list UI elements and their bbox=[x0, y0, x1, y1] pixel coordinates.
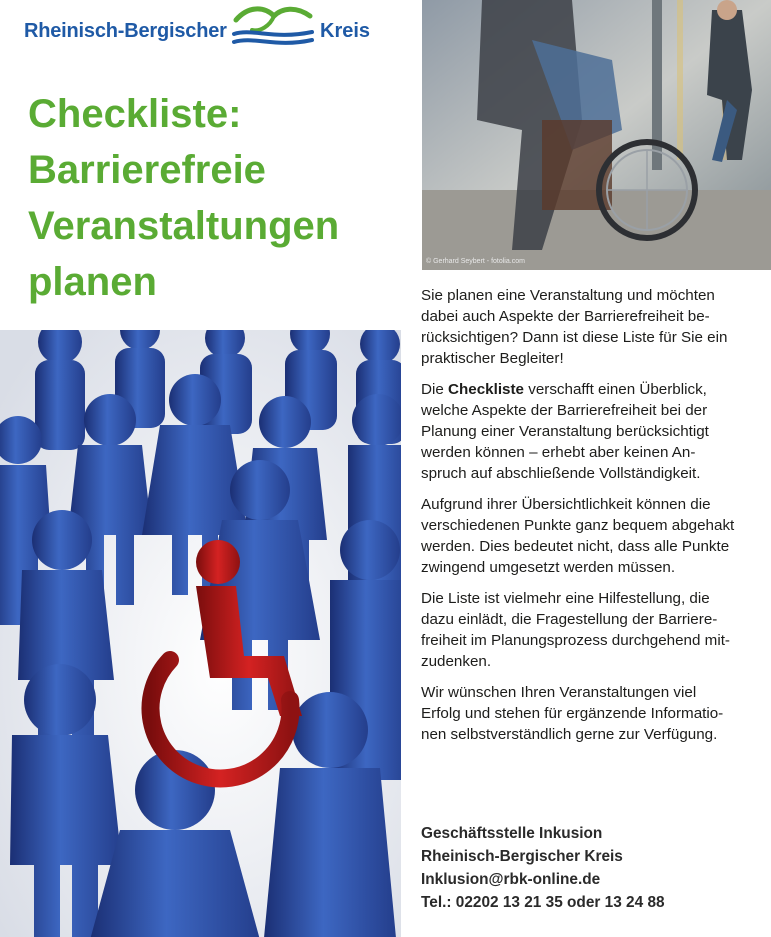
contact-block bbox=[421, 822, 665, 914]
photo-credit: © Gerhard Seybert - fotolia.com bbox=[426, 258, 525, 265]
checklist-emphasis: Checkliste bbox=[448, 381, 524, 398]
text-line: Erfolg und stehen für ergänzende Informatio- bbox=[421, 705, 724, 722]
paragraph-help bbox=[421, 588, 766, 672]
text-line: verschiedenen Punkte ganz bequem abgehakt bbox=[421, 517, 735, 534]
contact-office: Geschäftsstelle Inkusion bbox=[421, 825, 603, 842]
contact-phone: Tel.: 02202 13 21 35 oder 13 24 88 bbox=[421, 894, 665, 911]
paragraph-intro bbox=[421, 285, 766, 369]
text-line: werden können – erhebt aber keinen An- bbox=[421, 444, 696, 461]
logo-name-right: Kreis bbox=[320, 20, 371, 42]
paragraph-closing bbox=[421, 682, 766, 745]
text-line: zwingend umgesetzt werden müssen. bbox=[421, 559, 676, 576]
text-line: Aufgrund ihrer Übersichtlichkeit können die bbox=[421, 496, 711, 513]
contact-district: Rheinisch-Bergischer Kreis bbox=[421, 848, 623, 865]
paragraph-checklist bbox=[421, 379, 766, 484]
title-line: Barrierefreie bbox=[28, 148, 266, 192]
text-fragment: verschafft einen Überblick, bbox=[524, 381, 707, 398]
text-line: rücksichtigen? Dann ist diese Liste für Sie ein bbox=[421, 329, 728, 346]
text-line: welche Aspekte der Barrierefreiheit bei der bbox=[421, 402, 708, 419]
logo-name-left: Rheinisch-Bergischer bbox=[24, 20, 227, 42]
text-line: dazu einlädt, die Fragestellung der Barriere- bbox=[421, 611, 718, 628]
title-line: planen bbox=[28, 260, 157, 304]
figures-wheelchair-illustration bbox=[0, 330, 401, 937]
district-logo bbox=[24, 4, 384, 52]
text-line: praktischer Begleiter! bbox=[421, 350, 564, 367]
text-fragment: Die bbox=[421, 381, 449, 398]
wheelchair-street-photo bbox=[422, 0, 771, 270]
text-line: zudenken. bbox=[421, 653, 492, 670]
page-title bbox=[28, 86, 388, 310]
text-line bbox=[421, 379, 766, 400]
text-line: spruch auf abschließende Vollständigkeit. bbox=[421, 465, 701, 482]
title-line: Veranstaltungen bbox=[28, 204, 340, 248]
text-line: Planung einer Veranstaltung berücksichtigt bbox=[421, 423, 709, 440]
text-line: Wir wünschen Ihren Veranstaltungen viel bbox=[421, 684, 697, 701]
text-line: dabei auch Aspekte der Barrierefreiheit be- bbox=[421, 308, 710, 325]
title-line: Checkliste: bbox=[28, 92, 242, 136]
contact-email[interactable]: Inklusion@rbk-online.de bbox=[421, 871, 601, 888]
paragraph-overview bbox=[421, 494, 766, 578]
text-line: Die Liste ist vielmehr eine Hilfestellung, die bbox=[421, 590, 710, 607]
logo-wave-icon bbox=[230, 4, 316, 50]
text-line: freiheit im Planungsprozess durchgehend mit- bbox=[421, 632, 730, 649]
text-line: werden. Dies bedeutet nicht, dass alle Punkte bbox=[421, 538, 730, 555]
text-line: nen selbstverständlich gerne zur Verfügung. bbox=[421, 726, 718, 743]
intro-text bbox=[421, 285, 766, 755]
text-line: Sie planen eine Veranstaltung und möchten bbox=[421, 287, 715, 304]
